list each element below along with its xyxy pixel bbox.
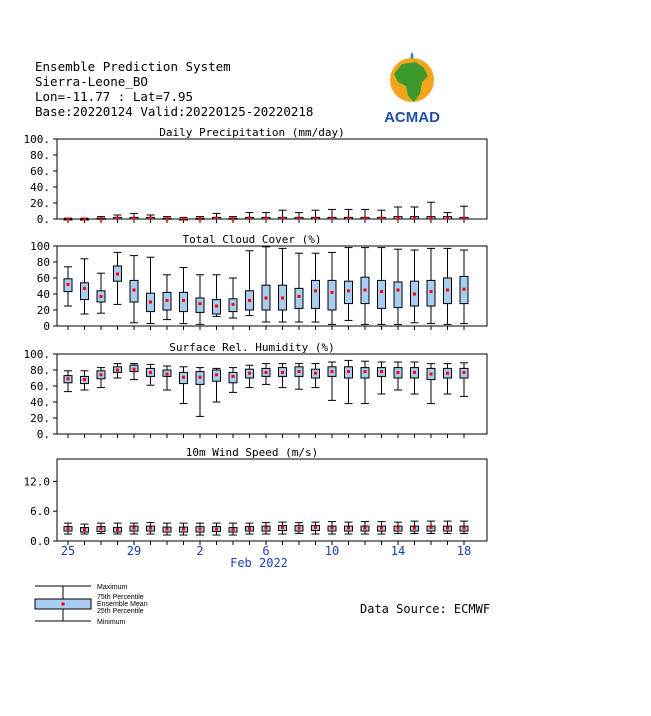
iqr-box (345, 281, 353, 303)
iqr-box (312, 280, 320, 308)
mean-marker (149, 371, 152, 374)
y-tick-label: 100. (23, 348, 50, 361)
mean-marker (331, 291, 334, 294)
panel-frame (57, 246, 487, 326)
mean-marker (364, 370, 367, 373)
mean-marker (83, 218, 86, 221)
mean-marker (215, 373, 218, 376)
mean-marker (232, 218, 235, 221)
y-tick-label: 20. (30, 412, 50, 425)
mean-marker (83, 528, 86, 531)
mean-marker (298, 295, 301, 298)
y-tick-label: 60 (36, 272, 50, 285)
mean-marker (182, 528, 185, 531)
panel-frame (57, 139, 487, 219)
x-tick-label: 2 (196, 544, 204, 558)
y-tick-label: 40. (30, 181, 50, 194)
mean-marker (380, 217, 383, 220)
mean-marker (463, 527, 466, 530)
mean-marker (430, 373, 433, 376)
iqr-box (328, 280, 336, 310)
station-name: Sierra-Leone_BO (35, 74, 148, 89)
mean-marker (133, 368, 136, 371)
y-tick-label: 100 (30, 240, 50, 253)
mean-marker (446, 527, 449, 530)
mean-marker (83, 378, 86, 381)
mean-marker (364, 289, 367, 292)
mean-marker (380, 527, 383, 530)
mean-marker (265, 217, 268, 220)
mean-marker (265, 297, 268, 300)
y-tick-label: 80. (30, 149, 50, 162)
base-valid-dates: Base:20220124 Valid:20220125-20220218 (35, 104, 314, 119)
y-tick-label: 0. (36, 213, 50, 226)
mean-marker (166, 218, 169, 221)
iqr-box (295, 288, 303, 308)
mean-marker (364, 217, 367, 220)
mean-marker (446, 289, 449, 292)
iqr-box (378, 280, 386, 308)
mean-marker (413, 527, 416, 530)
station-coordinates: Lon=-11.77 : Lat=7.95 (35, 89, 194, 104)
mean-marker (199, 218, 202, 221)
mean-marker (232, 375, 235, 378)
mean-marker (281, 526, 284, 529)
mean-marker (397, 527, 400, 530)
mean-marker (116, 369, 119, 372)
y-tick-label: 80. (30, 364, 50, 377)
mean-marker (446, 372, 449, 375)
mean-marker (100, 527, 103, 530)
mean-marker (67, 377, 70, 380)
mean-marker (446, 217, 449, 220)
legend-label-max: Maximum (97, 584, 128, 591)
mean-marker (67, 218, 70, 221)
mean-marker (413, 371, 416, 374)
mean-marker (232, 303, 235, 306)
mean-marker (116, 273, 119, 276)
mean-marker (133, 217, 136, 220)
mean-marker (331, 370, 334, 373)
y-tick-label: 100. (23, 133, 50, 146)
mean-marker (248, 299, 251, 302)
mean-marker (314, 372, 317, 375)
mean-marker (182, 376, 185, 379)
legend-label-min: Minimum (97, 619, 126, 626)
mean-marker (281, 371, 284, 374)
iqr-box (81, 283, 89, 300)
mean-marker (463, 217, 466, 220)
legend-label-mean: Ensemble Mean (97, 601, 148, 608)
mean-marker (314, 217, 317, 220)
mean-marker (83, 287, 86, 290)
legend (30, 580, 200, 628)
mean-marker (199, 376, 202, 379)
mean-marker (380, 370, 383, 373)
mean-marker (67, 283, 70, 286)
mean-marker (347, 289, 350, 292)
mean-marker (100, 373, 103, 376)
mean-marker (100, 218, 103, 221)
y-tick-label: 60. (30, 165, 50, 178)
mean-marker (331, 217, 334, 220)
panel-title: Daily Precipitation (mm/day) (159, 126, 345, 139)
legend-label-p75: 75th Percentile (97, 594, 144, 601)
panel-frame (57, 354, 487, 434)
mean-marker (149, 527, 152, 530)
mean-marker (248, 372, 251, 375)
mean-marker (149, 217, 152, 220)
mean-marker (182, 299, 185, 302)
y-tick-label: 12.0 (23, 475, 50, 489)
mean-marker (430, 290, 433, 293)
mean-marker (133, 289, 136, 292)
x-tick-label: 18 (456, 544, 472, 558)
y-tick-label: 0.0 (30, 535, 50, 548)
mean-marker (413, 217, 416, 220)
legend-mean-marker (62, 603, 65, 606)
x-axis-label: Feb 2022 (230, 556, 288, 570)
mean-marker (199, 528, 202, 531)
mean-marker (331, 527, 334, 530)
mean-marker (347, 217, 350, 220)
mean-marker (397, 217, 400, 220)
mean-marker (67, 527, 70, 530)
y-tick-label: 0 (43, 320, 50, 333)
mean-marker (463, 371, 466, 374)
mean-marker (182, 218, 185, 221)
iqr-box (180, 292, 188, 311)
x-tick-label: 6 (262, 544, 270, 558)
mean-marker (281, 297, 284, 300)
mean-marker (281, 217, 284, 220)
mean-marker (100, 295, 103, 298)
panel-title: 10m Wind Speed (m/s) (185, 446, 319, 459)
mean-marker (215, 528, 218, 531)
mean-marker (397, 289, 400, 292)
mean-marker (248, 527, 251, 530)
y-tick-label: 60. (30, 380, 50, 393)
mean-marker (463, 288, 466, 291)
y-tick-label: 40. (30, 396, 50, 409)
mean-marker (380, 290, 383, 293)
mean-marker (265, 371, 268, 374)
mean-marker (149, 301, 152, 304)
mean-marker (215, 305, 218, 308)
mean-marker (298, 527, 301, 530)
mean-marker (215, 217, 218, 220)
mean-marker (413, 293, 416, 296)
x-tick-label: 14 (390, 544, 406, 558)
mean-marker (166, 373, 169, 376)
iqr-box (196, 298, 204, 312)
logo-text: ACMAD (384, 109, 440, 126)
iqr-box (394, 282, 402, 308)
mean-marker (314, 289, 317, 292)
iqr-box (427, 280, 435, 306)
mean-marker (166, 299, 169, 302)
y-tick-label: 20. (30, 197, 50, 210)
mean-marker (265, 527, 268, 530)
x-tick-label: 25 (60, 544, 76, 558)
y-tick-label: 80 (36, 256, 50, 269)
y-tick-label: 20 (36, 304, 50, 317)
mean-marker (166, 528, 169, 531)
mean-marker (248, 217, 251, 220)
y-tick-label: 0. (36, 428, 50, 441)
legend-label-p25: 25th Percentile (97, 608, 144, 615)
x-tick-label: 29 (126, 544, 142, 558)
mean-marker (314, 526, 317, 529)
mean-marker (199, 302, 202, 305)
x-tick-label: 10 (324, 544, 340, 558)
data-source: Data Source: ECMWF (360, 602, 491, 616)
mean-marker (116, 217, 119, 220)
panel-title: Total Cloud Cover (%) (182, 233, 322, 246)
mean-marker (133, 527, 136, 530)
mean-marker (116, 528, 119, 531)
mean-marker (298, 217, 301, 220)
mean-marker (298, 370, 301, 373)
system-title: Ensemble Prediction System (35, 59, 231, 74)
y-tick-label: 6.0 (30, 505, 50, 519)
panel-title: Surface Rel. Humidity (%) (169, 341, 335, 354)
mean-marker (347, 527, 350, 530)
mean-marker (430, 217, 433, 220)
mean-marker (232, 528, 235, 531)
y-tick-label: 40 (36, 288, 50, 301)
mean-marker (347, 370, 350, 373)
mean-marker (397, 371, 400, 374)
mean-marker (364, 527, 367, 530)
mean-marker (430, 526, 433, 529)
